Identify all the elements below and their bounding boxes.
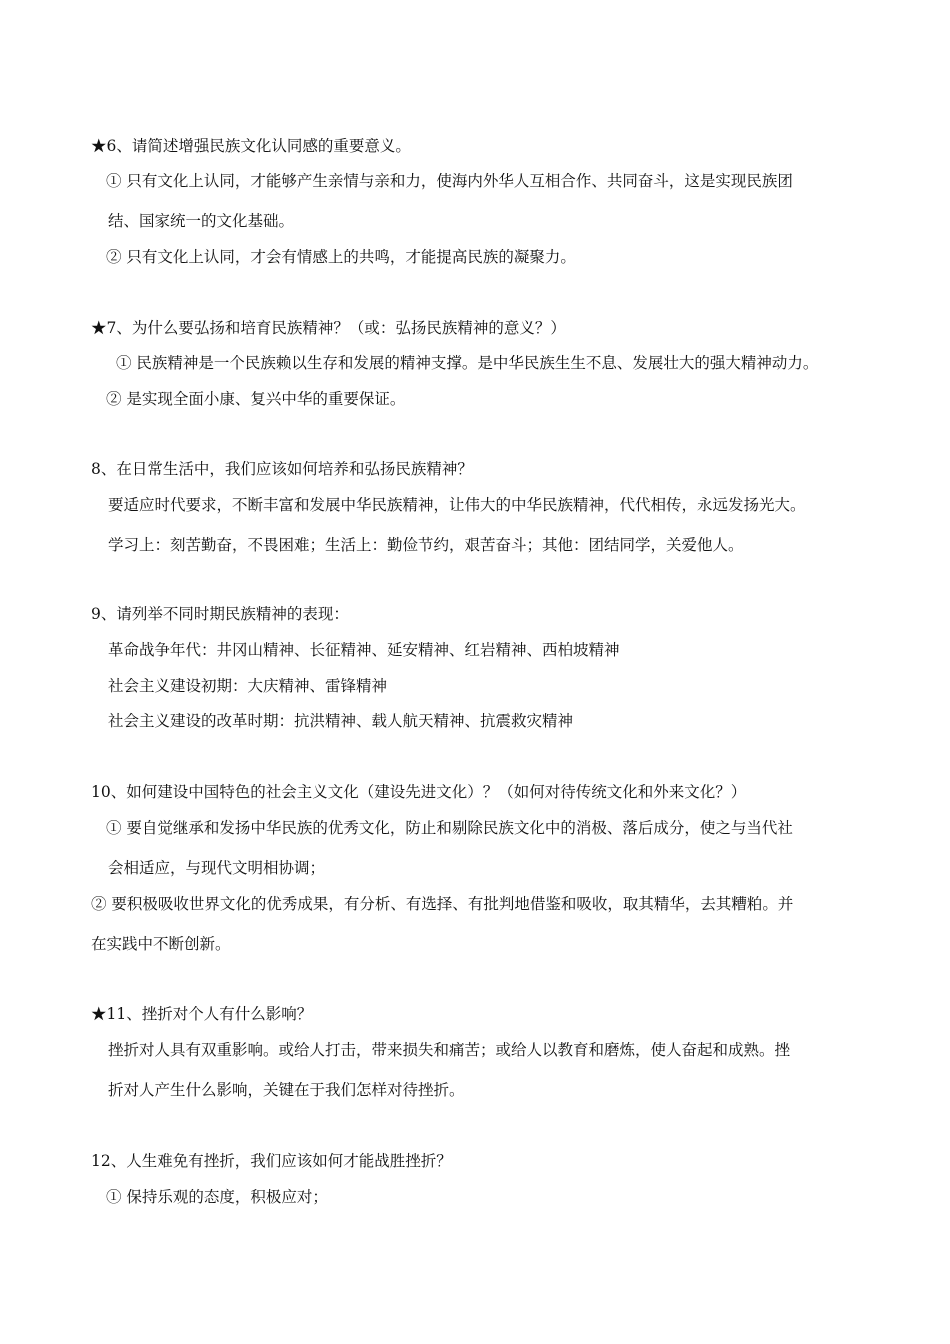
answer-line: 学习上：刻苦勤奋，不畏困难；生活上：勤俭节约，艰苦奋斗；其他：团结同学，关爱他人。 <box>108 536 744 554</box>
question-title: 8、在日常生活中，我们应该如何培养和弘扬民族精神？ <box>91 460 473 478</box>
question-title: ★6、请简述增强民族文化认同感的重要意义。 <box>91 137 411 155</box>
answer-line: 社会主义建设初期：大庆精神、雷锋精神 <box>108 677 388 695</box>
answer-line: 折对人产生什么影响，关键在于我们怎样对待挫折。 <box>108 1081 465 1099</box>
answer-line: 会相适应，与现代文明相协调； <box>108 859 326 877</box>
question-title: 9、请列举不同时期民族精神的表现： <box>91 605 349 623</box>
answer-line: ② 要积极吸收世界文化的优秀成果，有分析、有选择、有批判地借鉴和吸收，取其精华，去其糟粕。并 <box>91 895 794 913</box>
answer-line: 社会主义建设的改革时期：抗洪精神、载人航天精神、抗震救灾精神 <box>108 712 574 730</box>
answer-line: ① 保持乐观的态度，积极应对； <box>106 1188 328 1206</box>
answer-line: 要适应时代要求，不断丰富和发展中华民族精神，让伟大的中华民族精神，代代相传，永远发扬光大。 <box>108 496 806 514</box>
answer-line: 革命战争年代：井冈山精神、长征精神、延安精神、红岩精神、西柏坡精神 <box>108 641 620 659</box>
question-title: ★7、为什么要弘扬和培育民族精神？（或：弘扬民族精神的意义？） <box>91 319 566 337</box>
answer-line: 在实践中不断创新。 <box>91 935 231 953</box>
question-title: 10、如何建设中国特色的社会主义文化（建设先进文化）？（如何对待传统文化和外来文化？） <box>91 783 747 801</box>
answer-line: ① 要自觉继承和发扬中华民族的优秀文化，防止和剔除民族文化中的消极、落后成分，使之与当代社 <box>106 819 793 837</box>
answer-line: ① 民族精神是一个民族赖以生存和发展的精神支撑。是中华民族生生不息、发展壮大的强大精神动力。 <box>116 354 819 372</box>
answer-line: ① 只有文化上认同，才能够产生亲情与亲和力，使海内外华人互相合作、共同奋斗，这是实现民族团 <box>106 172 793 190</box>
question-title: 12、人生难免有挫折，我们应该如何才能战胜挫折？ <box>91 1152 452 1170</box>
answer-line: 挫折对人具有双重影响。或给人打击，带来损失和痛苦；或给人以教育和磨炼，使人奋起和成熟。挫 <box>108 1041 791 1059</box>
answer-line: ② 只有文化上认同，才会有情感上的共鸣，才能提高民族的凝聚力。 <box>106 248 576 266</box>
answer-line: ② 是实现全面小康、复兴中华的重要保证。 <box>106 390 406 408</box>
answer-line: 结、国家统一的文化基础。 <box>108 212 295 230</box>
question-title: ★11、挫折对个人有什么影响？ <box>91 1005 313 1023</box>
